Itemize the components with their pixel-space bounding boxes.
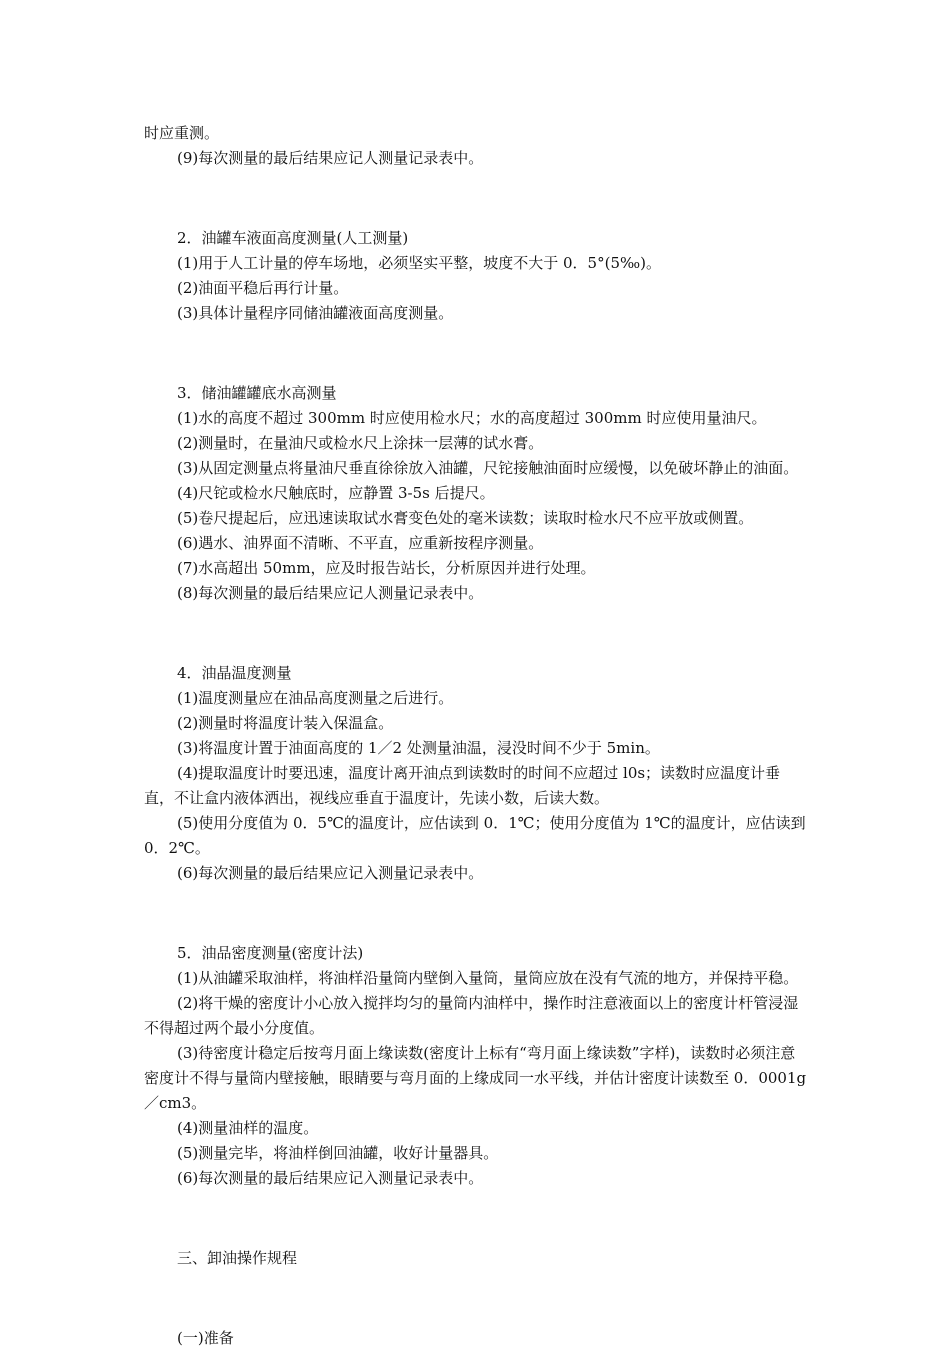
paragraph-gap <box>144 901 808 926</box>
text-paragraph: 三、卸油操作规程 <box>177 1249 298 1267</box>
text-paragraph: (5)测量完毕，将油样倒回油罐，收好计量器具。 <box>177 1144 499 1162</box>
text-paragraph: (5)卷尺提起后，应迅速读取试水膏变色处的毫米读数；读取时检水尺不应平放或侧置。 <box>177 509 754 527</box>
text-paragraph: (2)将干燥的密度计小心放入搅拌均匀的量筒内油样中，操作时注意液面以上的密度计杆管浸湿不得超过两个最小分度值。 <box>144 994 799 1037</box>
paragraph-gap <box>144 341 808 366</box>
text-paragraph: (9)每次测量的最后结果应记人测量记录表中。 <box>177 149 484 167</box>
text-paragraph: (3)待密度计稳定后按弯月面上缘读数(密度计上标有“弯月面上缘读数”字样)，读数时必须注意密度计不得与量筒内壁接触，眼睛要与弯月面的上缘成同一水平线，并估计密度计读数至 0．0001g／cm3。 <box>144 1044 807 1112</box>
text-paragraph: 3．储油罐罐底水高测量 <box>177 384 337 402</box>
text-paragraph: (2)测量时，在量油尺或检水尺上涂抹一层薄的试水膏。 <box>177 434 544 452</box>
text-paragraph: (7)水高超出 50mm，应及时报告站长，分析原因并进行处理。 <box>177 559 596 577</box>
text-paragraph: 4．油晶温度测量 <box>177 664 292 682</box>
text-paragraph: (1)温度测量应在油品高度测量之后进行。 <box>177 689 454 707</box>
text-paragraph: (3)从固定测量点将量油尺垂直徐徐放入油罐，尺铊接触油面时应缓慢，以免破坏静止的油面。 <box>177 459 799 477</box>
text-paragraph: (4)提取温度计时要迅速，温度计离开油点到读数时的时间不应超过 l0s；读数时应温度计垂直，不让盒内液体洒出，视线应垂直于温度计，先读小数，后读大数。 <box>144 764 781 807</box>
text-paragraph: (6)每次测量的最后结果应记入测量记录表中。 <box>177 1169 484 1187</box>
text-paragraph: (5)使用分度值为 0．5℃的温度计，应估读到 0．1℃；使用分度值为 1℃的温度计，应估读到 0．2℃。 <box>144 814 806 857</box>
text-paragraph: (3)具体计量程序同储油罐液面高度测量。 <box>177 304 454 322</box>
text-paragraph: (2)油面平稳后再行计量。 <box>177 279 349 297</box>
text-paragraph: (1)用于人工计量的停车场地，必须坚实平整，坡度不大于 0．5°(5‰)。 <box>177 254 661 272</box>
text-paragraph: 5．油品密度测量(密度计法) <box>177 944 364 962</box>
text-paragraph: (6)每次测量的最后结果应记入测量记录表中。 <box>177 864 484 882</box>
text-paragraph: (6)遇水、油界面不清晰、不平直，应重新按程序测量。 <box>177 534 544 552</box>
document-body <box>144 121 808 1351</box>
text-paragraph: 2．油罐车液面高度测量(人工测量) <box>177 229 409 247</box>
text-paragraph: (2)测量时将温度计装入保温盒。 <box>177 714 394 732</box>
text-paragraph: (4)测量油样的温度。 <box>177 1119 319 1137</box>
paragraph-gap <box>144 1286 808 1311</box>
text-paragraph: (一)准备 <box>177 1329 234 1347</box>
paragraph-gap <box>144 621 808 646</box>
text-paragraph: 时应重测。 <box>144 124 220 142</box>
text-paragraph: (1)水的高度不超过 300mm 时应使用检水尺；水的高度超过 300mm 时应使用量油尺。 <box>177 409 767 427</box>
paragraph-gap <box>144 1206 808 1231</box>
paragraph-gap <box>144 186 808 211</box>
text-paragraph: (8)每次测量的最后结果应记人测量记录表中。 <box>177 584 484 602</box>
text-paragraph: (1)从油罐采取油样，将油样沿量筒内壁倒入量筒，量筒应放在没有气流的地方，并保持平稳。 <box>177 969 799 987</box>
text-paragraph: (4)尺铊或检水尺触底时，应静置 3-5s 后提尺。 <box>177 484 495 502</box>
text-paragraph: (3)将温度计置于油面高度的 1／2 处测量油温，浸没时间不少于 5min。 <box>177 739 660 757</box>
